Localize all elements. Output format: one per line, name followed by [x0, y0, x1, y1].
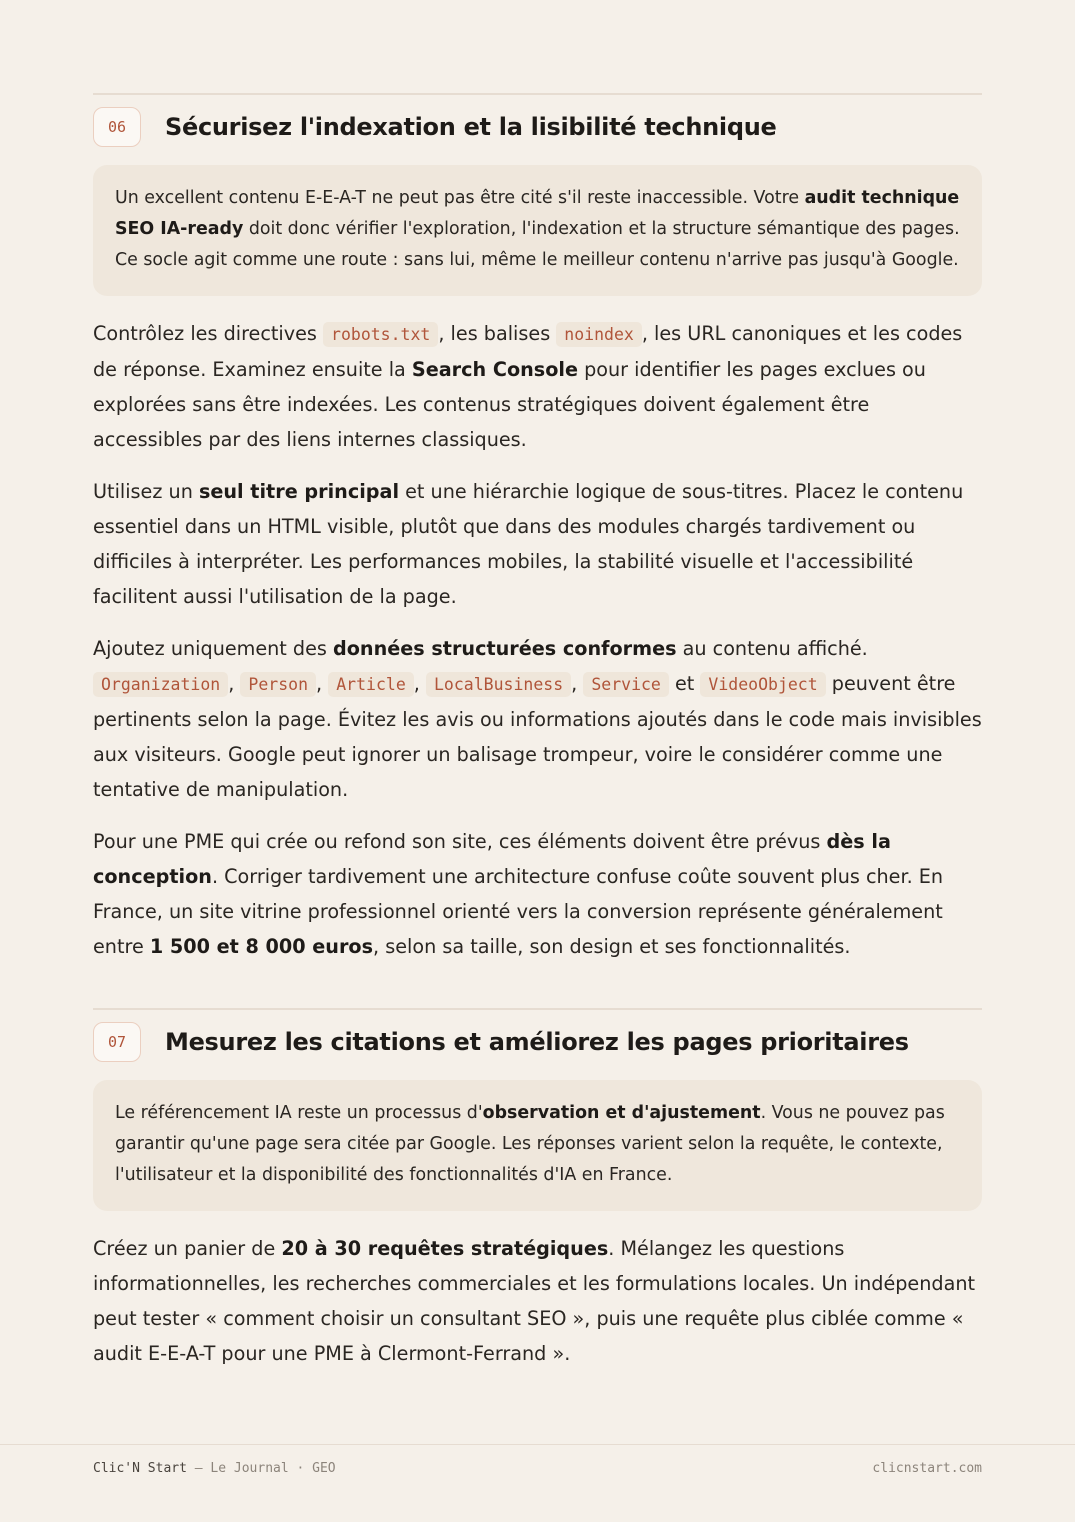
code-service: Service: [583, 672, 669, 697]
section-header: [93, 105, 982, 149]
callout-text: Le référencement IA reste un processus d': [115, 1103, 483, 1123]
separator: ,: [228, 672, 241, 695]
paragraph: [93, 824, 982, 964]
text: , les URL canoniques et les codes de réponse. Examinez ensuite la: [93, 322, 963, 381]
callout-emphasis: observation et d'ajustement: [482, 1103, 761, 1123]
text: peuvent être pertinents selon la page. Évitez les avis ou informations ajoutés dans le code mais invisibles aux visiteurs. Google peut ignorer un balisage trompeur, voire le considérer comme une tentative de manipulation.: [93, 672, 982, 801]
text: Utilisez un: [93, 480, 199, 503]
footer-site: clicnstart.com: [872, 1461, 982, 1476]
text: . Mélangez les questions informationnelles, les recherches commerciales et les formulations locales. Un indépendant peut tester « comment choisir un consultant SEO », puis une requête plus ciblée comme « audit E-E-A-T pour une PME à Clermont-Ferrand ».: [93, 1237, 976, 1365]
section-06: [93, 93, 982, 964]
emphasis: seul titre principal: [198, 480, 400, 503]
section-07: [93, 1008, 982, 1371]
text: au contenu affiché.: [676, 637, 868, 660]
paragraph: [93, 631, 982, 807]
code-article: Article: [328, 672, 414, 697]
text: pour identifier les pages exclues ou explorées sans être indexées. Les contenus stratégiques doivent également être accessibles par des liens internes classiques.: [93, 358, 926, 451]
section-number-badge: 07: [93, 1022, 141, 1062]
section-number-badge: 06: [93, 107, 141, 147]
emphasis: dès la conception: [93, 830, 891, 888]
separator: ,: [413, 672, 426, 695]
code-organization: Organization: [93, 672, 228, 697]
emphasis: Search Console: [411, 358, 578, 381]
separator: ,: [571, 672, 584, 695]
emphasis: 1 500 et 8 000 euros: [149, 935, 374, 958]
callout-box: [93, 165, 982, 296]
callout-box: [93, 1080, 982, 1211]
footer-tagline: — Le Journal · GEO: [186, 1461, 336, 1476]
text: et une hiérarchie logique de sous-titres. Placez le contenu essentiel dans un HTML visible, plutôt que dans des modules chargés tardivement ou difficiles à interpréter. Les performances mobiles, la stabilité visuelle et l'accessibilité facilitent aussi l'utilisation de la page.: [93, 480, 964, 608]
text: , selon sa taille, son design et ses fonctionnalités.: [373, 935, 851, 958]
section-title: Sécurisez l'indexation et la lisibilité technique: [165, 113, 777, 141]
section-title: Mesurez les citations et améliorez les pages prioritaires: [165, 1028, 909, 1056]
callout-text: doit donc vérifier l'exploration, l'indexation et la structure sémantique des pages. Ce socle agit comme une route : sans lui, même le meilleur contenu n'arrive pas jusqu'à Google.: [115, 219, 960, 270]
footer-brand: Clic'N Start: [93, 1461, 187, 1476]
emphasis: données structurées conformes: [333, 637, 677, 660]
footer-brand-line: [93, 1461, 336, 1476]
code-person: Person: [240, 672, 316, 697]
paragraph: [93, 316, 982, 457]
separator: et: [668, 672, 701, 695]
paragraph: [93, 474, 982, 614]
text: , les balises: [438, 322, 557, 345]
code-localbusiness: LocalBusiness: [426, 672, 571, 697]
emphasis: 20 à 30 requêtes stratégiques: [281, 1237, 609, 1260]
callout-emphasis: audit technique SEO IA-ready: [115, 188, 960, 239]
callout-text: Un excellent contenu E-E-A-T ne peut pas être cité s'il reste inaccessible. Votre: [115, 188, 805, 208]
text: . Corriger tardivement une architecture confuse coûte souvent plus cher. En France, un site vitrine professionnel orienté vers la conversion représente généralement entre: [93, 865, 944, 958]
section-header: [93, 1020, 982, 1064]
code-robots: robots.txt: [323, 322, 438, 347]
page-footer: [0, 1444, 1075, 1522]
code-noindex: noindex: [556, 322, 642, 347]
paragraph: [93, 1231, 982, 1371]
article-page: [93, 93, 982, 1388]
callout-text: . Vous ne pouvez pas garantir qu'une page sera citée par Google. Les réponses varient selon la requête, le contexte, l'utilisateur et la disponibilité des fonctionnalités d'IA en France.: [115, 1103, 945, 1185]
text: Contrôlez les directives: [93, 322, 324, 345]
code-videoobject: VideoObject: [700, 672, 825, 697]
text: Pour une PME qui crée ou refond son site, ces éléments doivent être prévus: [93, 830, 827, 853]
separator: ,: [316, 672, 329, 695]
text: Ajoutez uniquement des: [93, 637, 334, 660]
text: Créez un panier de: [93, 1237, 282, 1260]
